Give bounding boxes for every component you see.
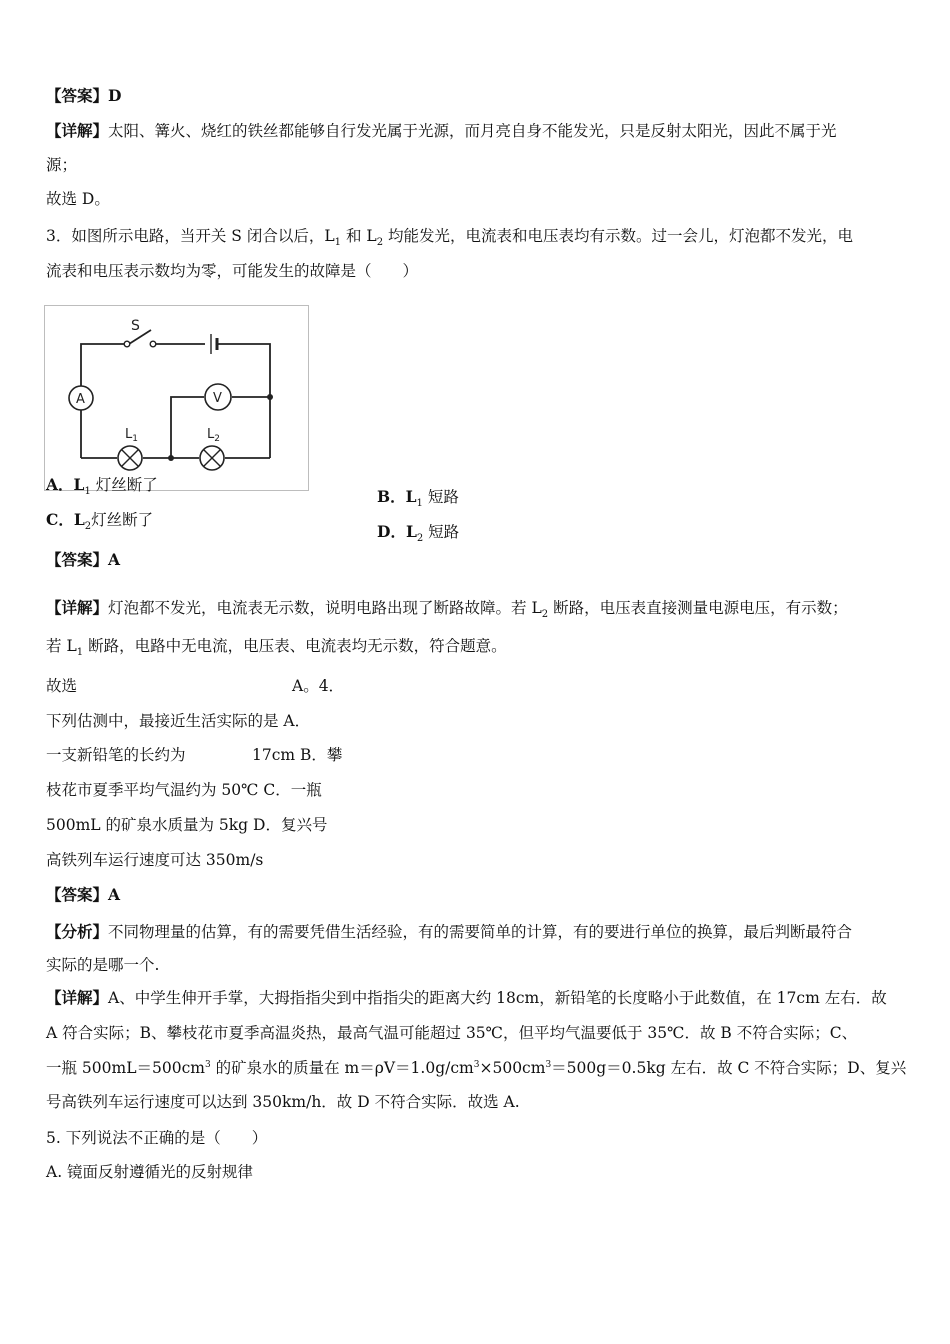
circuit-diagram [44,305,309,491]
q3-conclusion-right: A。4． [292,677,345,695]
q3-option-d: D．$L_2$ 短路 [377,522,460,544]
wire-voltmeter-left [171,397,204,458]
lamp-l1-label: $L_1$ [125,427,138,444]
junction-dot-right [267,394,273,400]
q2-answer: 【答案】D [46,86,122,105]
q4-answer: 【答案】A [46,885,121,904]
q4-line4: 500mL 的矿泉水质量为 5kg D．复兴号 [46,816,328,834]
q3-stem-line2: 流表和电压表示数均为零，可能发生的故障是（ ） [46,262,419,280]
q3-detail-line1: 【详解】灯泡都不发光，电流表无示数，说明电路出现了断路故障。若 $L_2$ 断路，电压表直接测量电源电压，有示数； [46,598,848,620]
q4-analysis-line1: 【分析】不同物理量的估算，有的需要凭借生活经验，有的需要简单的计算，有的要进行单位的换算，最后判断最符合 [46,922,853,941]
q4-line3: 枝花市夏季平均气温约为 50℃ C．一瓶 [46,781,322,799]
q3-stem-line1: 3．如图所示电路，当开关 S 闭合以后，$L_1$ 和 $L_2$ 均能发光，电流表和电压表均有示数。过一会儿，灯泡都不发光，电 [46,227,854,248]
voltmeter-label: V [213,391,222,406]
wire-left-top [81,344,125,386]
switch-contact-right [150,341,156,347]
q4-line5: 高铁列车运行速度可达 350m/s [46,851,264,869]
q3-option-b: B．$L_1$ 短路 [377,487,459,509]
switch-contact-left [124,341,130,347]
lamp-l2-symbol [200,446,224,470]
q5-stem: 5. 下列说法不正确的是（ ） [46,1129,268,1147]
q3-option-c: C．$L_2$灯丝断了 [46,510,154,532]
q4-analysis-line2: 实际的是哪一个. [46,956,160,974]
q3-answer: 【答案】A [46,550,121,569]
q3-detail-line2: 若 $L_1$ 断路，电路中无电流，电压表、电流表均无示数，符合题意。 [46,637,507,658]
q4-line2-right: 17cm B．攀 [252,746,343,764]
ammeter-label: A [76,392,85,407]
q4-detail-line3: 一瓶 $500mL=500cm^3$ 的矿泉水的质量在 $m=\rho V=1.0g/cm^3\times 500cm^3=500g=0.5kg$ 左右．故 C 不符合实际；D、复兴 [46,1059,907,1077]
q4-line1: 下列估测中，最接近生活实际的是 A． [46,712,311,730]
q4-line2-left: 一支新铅笔的长约为 [46,746,186,764]
switch-label: S [131,318,140,334]
lamp-l1-symbol [118,446,142,470]
q4-detail-line4: 号高铁列车运行速度可以达到 350km/h．故 D 不符合实际．故选 A. [46,1093,520,1111]
junction-dot-bottom [168,455,174,461]
q2-detail-line2: 源； [46,156,78,174]
q4-detail-line1: 【详解】A、中学生伸开手掌，大拇指指尖到中指指尖的距离大约 18cm，新铅笔的长度略小于此数值，在 17cm 左右．故 [46,988,887,1007]
q2-detail-line1: 【详解】太阳、篝火、烧红的铁丝都能够自行发光属于光源，而月亮自身不能发光，只是反射太阳光，因此不属于光 [46,121,837,140]
q3-conclusion-left: 故选 [46,677,78,695]
lamp-l2-label: $L_2$ [207,427,220,444]
q5-option-a: A. 镜面反射遵循光的反射规律 [46,1163,254,1181]
q4-detail-line2: A 符合实际；B、攀枝花市夏季高温炎热，最高气温可能超过 35℃，但平均气温要低于 35℃．故 B 不符合实际；C、 [46,1024,858,1042]
q2-conclusion: 故选 D。 [46,190,110,208]
q3-option-a: A．$L_1$ 灯丝断了 [46,475,158,497]
